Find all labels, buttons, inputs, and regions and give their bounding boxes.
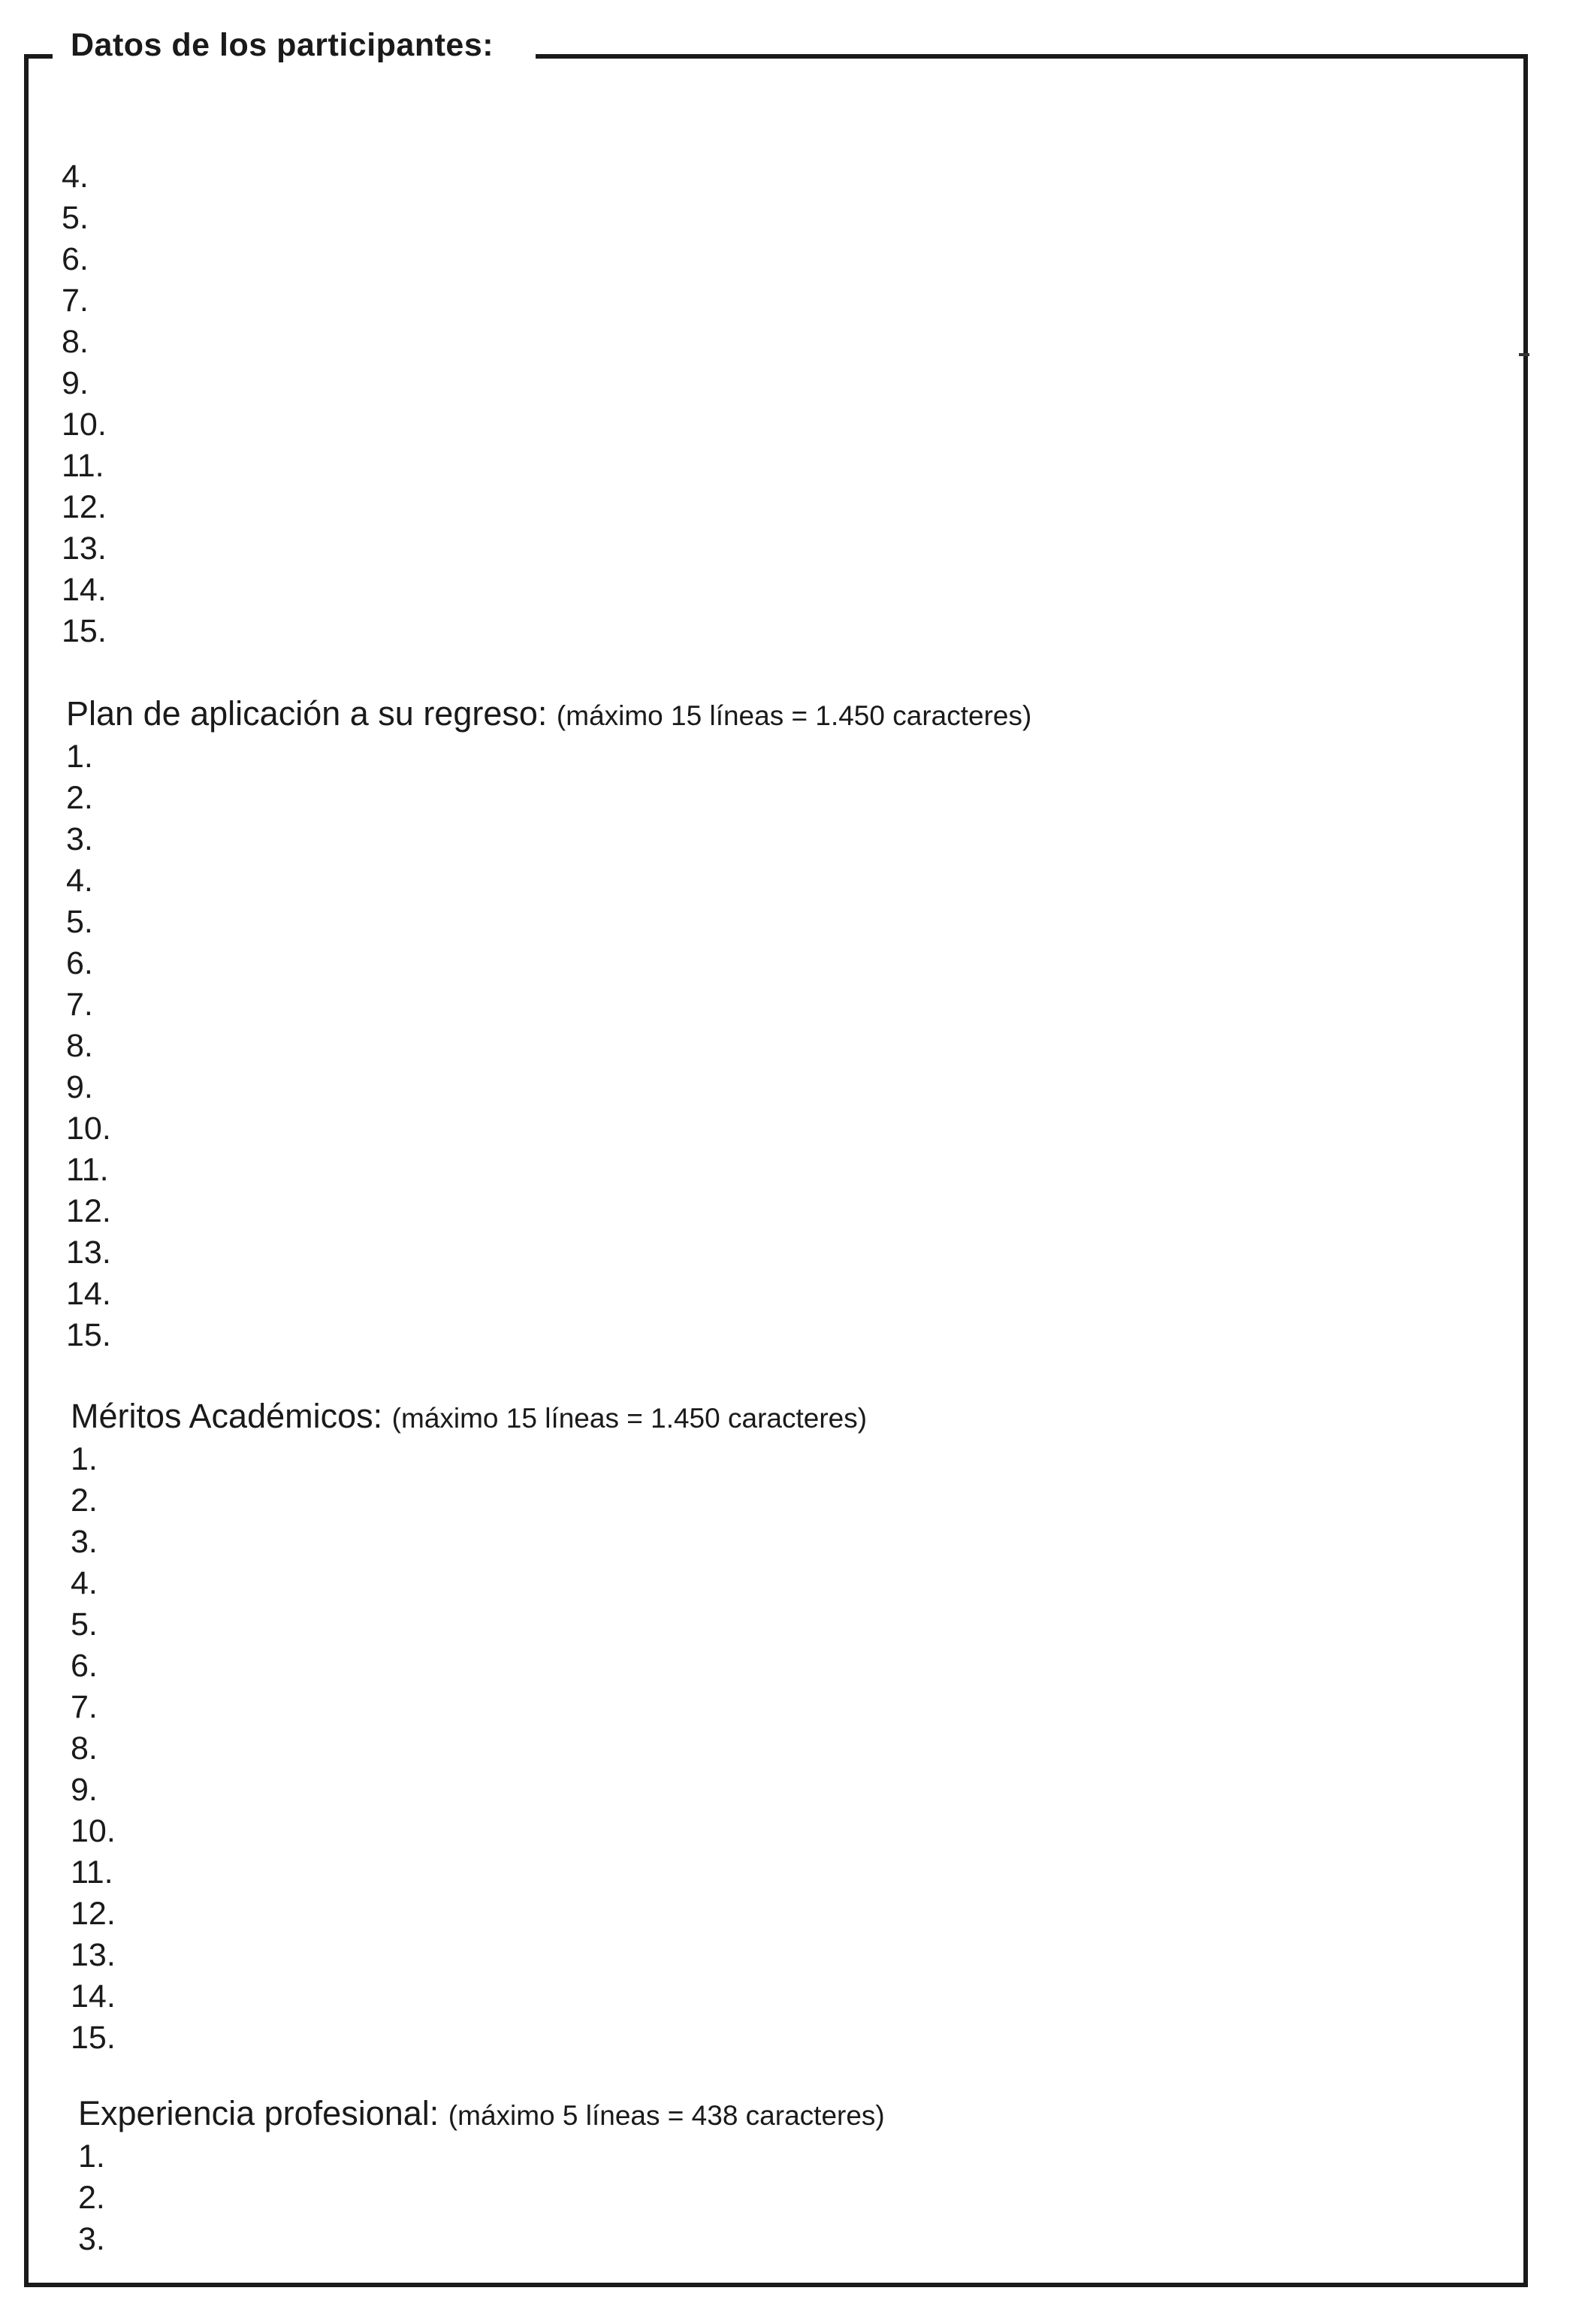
line-number: 12. (62, 489, 107, 525)
meritos-heading-label: Méritos Académicos: (71, 1397, 383, 1435)
experiencia-section (78, 2091, 885, 2260)
experiencia-lines (78, 2136, 885, 2260)
line-number: 13. (62, 530, 107, 567)
line-number: 13. (66, 1235, 111, 1271)
line-number: 11. (62, 448, 104, 484)
line-number: 15. (66, 1317, 111, 1353)
line-number: 1. (66, 739, 93, 775)
line-number: 1. (78, 2138, 105, 2174)
line-number: 4. (71, 1565, 98, 1601)
meritos-heading (71, 1394, 867, 1439)
line-number: 5. (71, 1606, 98, 1643)
line-number: 9. (66, 1069, 93, 1105)
meritos-heading-note: (máximo 15 líneas = 1.450 caracteres) (391, 1403, 868, 1434)
line-number: 4. (62, 159, 89, 195)
line-number: 9. (62, 365, 89, 401)
line-number: 12. (66, 1193, 111, 1229)
line-number: 14. (62, 572, 107, 608)
line-number: 13. (71, 1937, 116, 1973)
scan-mark (1519, 353, 1529, 356)
line-number: 7. (71, 1689, 98, 1725)
line-number: 7. (66, 987, 93, 1023)
line-number: 9. (71, 1772, 98, 1808)
line-number: 2. (78, 2180, 105, 2216)
line-number: 10. (71, 1813, 116, 1849)
line-number: 3. (66, 821, 93, 857)
plan-section (66, 691, 1031, 1356)
plan-heading-label: Plan de aplicación a su regreso: (66, 694, 548, 733)
line-number: 2. (66, 780, 93, 816)
line-number: 6. (62, 241, 89, 277)
line-number: 1. (71, 1441, 98, 1477)
line-number: 15. (62, 613, 107, 649)
line-number: 8. (66, 1028, 93, 1064)
line-number: 6. (71, 1648, 98, 1684)
meritos-lines (71, 1439, 867, 2059)
form-title: Datos de los participantes: (53, 23, 536, 68)
line-number: 5. (66, 904, 93, 940)
plan-heading (66, 691, 1031, 736)
line-number: 8. (71, 1730, 98, 1766)
line-number: 2. (71, 1482, 98, 1519)
line-number: 5. (62, 200, 89, 236)
line-number: 6. (66, 945, 93, 981)
line-number: 10. (66, 1111, 111, 1147)
participants-section (62, 156, 107, 652)
experiencia-heading-label: Experiencia profesional: (78, 2094, 439, 2132)
plan-lines (66, 736, 1031, 1356)
line-number: 14. (66, 1276, 111, 1312)
experiencia-heading-note: (máximo 5 líneas = 438 caracteres) (448, 2100, 885, 2131)
line-number: 12. (71, 1896, 116, 1932)
meritos-section (71, 1394, 867, 2059)
line-number: 10. (62, 406, 107, 443)
line-number: 3. (71, 1524, 98, 1560)
line-number: 11. (66, 1152, 109, 1188)
line-number: 15. (71, 2020, 116, 2056)
line-number: 3. (78, 2221, 105, 2257)
participants-lines (62, 156, 107, 652)
line-number: 8. (62, 324, 89, 360)
line-number: 14. (71, 1978, 116, 2014)
plan-heading-note: (máximo 15 líneas = 1.450 caracteres) (556, 700, 1032, 731)
experiencia-heading (78, 2091, 885, 2136)
line-number: 11. (71, 1854, 113, 1890)
line-number: 4. (66, 863, 93, 899)
line-number: 7. (62, 283, 89, 319)
